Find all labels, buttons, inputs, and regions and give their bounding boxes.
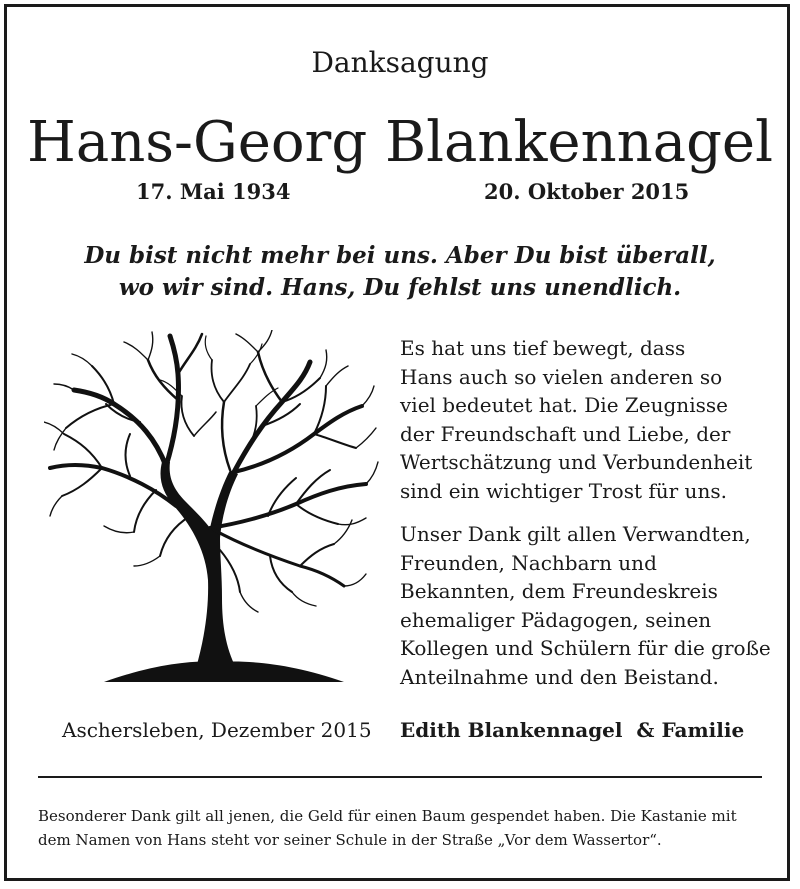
- text-line: Bekannten, dem Freundeskreis: [400, 579, 718, 603]
- memorial-quote: [0, 240, 800, 304]
- text-line: viel bedeutet hat. Die Zeugnisse: [400, 393, 728, 417]
- thanks-paragraph-1: [400, 334, 752, 505]
- death-date: 20. Oktober 2015: [484, 179, 690, 204]
- divider: [38, 776, 762, 778]
- tree-icon: [44, 330, 384, 690]
- text-line: sind ein wichtiger Trost für uns.: [400, 478, 727, 503]
- text-line: Es hat uns tief bewegt, dass: [400, 336, 686, 360]
- thanks-paragraph-2: [400, 520, 771, 691]
- footnote-line: dem Namen von Hans steht vor seiner Schule in der Straße „Vor dem Wassertor“.: [38, 831, 662, 849]
- text-line: ehemaliger Pädagogen, seinen: [400, 607, 712, 632]
- place-and-date: Aschersleben, Dezember 2015: [62, 718, 372, 742]
- text-line: Freunden, Nachbarn und: [400, 550, 657, 575]
- footnote: [38, 804, 764, 852]
- deceased-name: Hans-Georg Blankennagel: [27, 110, 773, 175]
- footnote-line: Besonderer Dank gilt all jenen, die Geld für einen Baum gespendet haben. Die Kastanie mit: [38, 807, 737, 825]
- text-line: Anteilnahme und den Beistand.: [400, 664, 719, 689]
- text-line: Kollegen und Schülern für die große: [400, 636, 771, 660]
- text-line: Hans auch so vielen anderen so: [400, 364, 723, 389]
- quote-line: wo wir sind. Hans, Du fehlst uns unendlich.: [118, 274, 682, 301]
- birth-date: 17. Mai 1934: [136, 179, 291, 204]
- signature: Edith Blankennagel & Familie: [400, 718, 745, 742]
- text-line: Unser Dank gilt allen Verwandten,: [400, 522, 751, 546]
- quote-line: Du bist nicht mehr bei uns. Aber Du bist überall,: [84, 242, 716, 269]
- text-line: Wertschätzung und Verbundenheit: [400, 450, 753, 474]
- text-line: der Freundschaft und Liebe, der: [400, 421, 731, 446]
- notice-heading: Danksagung: [311, 46, 489, 79]
